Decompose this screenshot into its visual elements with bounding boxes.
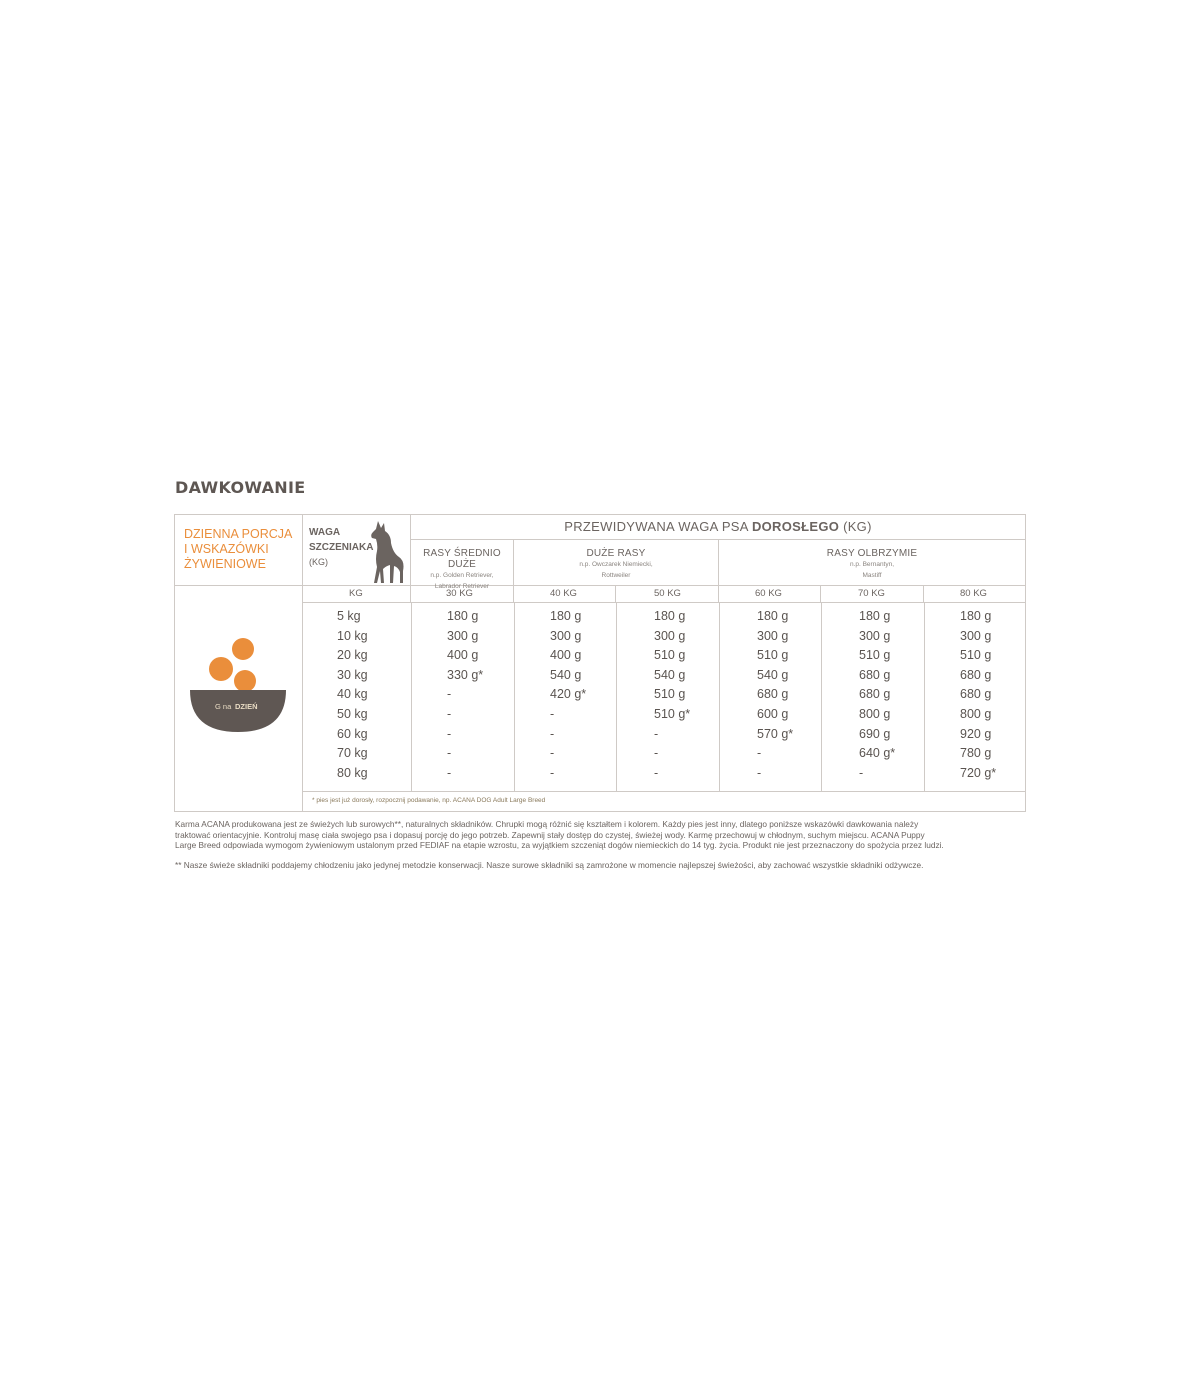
group-name: RASY OLBRZYMIE (826, 548, 918, 559)
portion-cell: 920 g (960, 726, 992, 741)
group-giant (719, 540, 1025, 586)
portion-cell: 680 g (960, 667, 992, 682)
table-row (303, 648, 1025, 668)
puppy-weight-cell: 80 kg (337, 765, 368, 780)
food-bowl-icon (187, 634, 289, 739)
left-header (175, 515, 303, 586)
adult-weight-header (411, 515, 1025, 540)
puppy-weight-cell: 30 kg (337, 667, 368, 682)
portion-cell: 570 g* (757, 726, 794, 741)
portion-cell: 510 g* (654, 707, 691, 721)
left-title-line: DZIENNA PORCJA (184, 527, 293, 541)
feeding-table (174, 514, 1026, 812)
portion-cell: 640 g* (859, 746, 896, 761)
puppy-label-line: SZCZENIAKA (309, 542, 374, 553)
column-header-70kg: 70 KG (821, 586, 924, 603)
puppy-weight-cell: 5 kg (337, 609, 361, 623)
puppy-weight-cell: 20 kg (337, 648, 368, 663)
portion-cell: 510 g (960, 648, 992, 663)
portion-cell: - (550, 746, 555, 761)
portion-cell: 300 g (447, 628, 479, 643)
portion-cell: 720 g* (960, 765, 997, 780)
puppy-weight-header (303, 515, 411, 586)
portion-cell: - (757, 746, 762, 761)
portion-cell: - (550, 707, 555, 721)
portion-cell: 600 g (757, 707, 789, 721)
portion-cell: 680 g (960, 687, 992, 702)
puppy-weight-cell: 10 kg (337, 628, 368, 643)
table-row (303, 707, 1025, 727)
portion-cell: 300 g (859, 628, 891, 643)
group-example: n.p. Golden Retriever, (430, 572, 494, 579)
info-paragraph (175, 819, 1045, 851)
group-name: RASY ŚREDNIO DUŻE (423, 548, 501, 570)
group-large (514, 540, 719, 586)
portion-cell: 680 g (859, 687, 891, 702)
portion-cell: - (550, 765, 555, 780)
column-header-30kg: 30 KG (411, 586, 514, 603)
portion-cell: 300 g (654, 628, 686, 643)
portion-cell: - (757, 765, 762, 780)
column-header-50kg: 50 KG (616, 586, 719, 603)
info-line: Karma ACANA produkowana jest ze świeżych lub surowych**, naturalnych składników. Chrupki mogą różnić się kształtem i kolorem. Każdy pies jest inny, dlatego poniższe wskazówki dawkowania należy (175, 819, 919, 829)
portion-cell: 510 g (654, 648, 686, 663)
puppy-weight-cell: 50 kg (337, 707, 368, 721)
left-title-line: I WSKAZÓWKI (184, 542, 269, 556)
table-row (303, 629, 1025, 649)
puppy-weight-cell: 60 kg (337, 726, 368, 741)
portion-cell: 400 g (550, 648, 582, 663)
bowl-panel (175, 586, 303, 811)
group-example: Labrador Retriever (434, 583, 490, 590)
group-example: n.p. Owczarek Niemiecki, (579, 561, 653, 568)
portion-cell: - (447, 765, 452, 780)
portion-cell: 690 g (859, 726, 891, 741)
portion-cell: 180 g (859, 609, 891, 623)
portion-cell: 800 g (859, 707, 891, 721)
page-title: DAWKOWANIE (175, 478, 306, 497)
portion-cell: 300 g (960, 628, 992, 643)
portion-cell: - (447, 746, 452, 761)
table-footnote-row (303, 791, 1025, 811)
portion-cell: 180 g (654, 609, 686, 623)
bowl-label-grams: G na (215, 702, 232, 711)
portion-cell: - (859, 765, 864, 780)
portion-cell: 300 g (757, 628, 789, 643)
portion-cell: 300 g (550, 628, 582, 643)
daily-portion-title (184, 527, 302, 572)
group-example: n.p. Bernantyn, (849, 561, 895, 568)
portion-cell: 510 g (757, 648, 789, 663)
portion-cell: - (447, 726, 452, 741)
group-name: DUŻE RASY (586, 548, 646, 559)
puppy-weight-cell: 70 kg (337, 746, 368, 761)
column-header-60kg: 60 KG (719, 586, 821, 603)
table-row (303, 668, 1025, 688)
puppy-weight-cell: 40 kg (337, 687, 368, 702)
portion-cell: 180 g (960, 609, 992, 623)
adult-header-text: PRZEWIDYWANA WAGA PSA (564, 519, 752, 534)
portion-cell: - (654, 746, 659, 761)
portion-cell: 180 g (550, 609, 582, 623)
portion-cell: 420 g* (550, 687, 587, 702)
portion-cell: 540 g (757, 667, 789, 682)
portion-cell: 510 g (859, 648, 891, 663)
portion-cell: 180 g (447, 609, 479, 623)
portion-cell: - (654, 726, 659, 741)
bowl-label-day: DZIEŃ (235, 702, 258, 711)
portion-cell: 540 g (654, 667, 686, 682)
left-title-line: ŻYWIENIOWE (184, 557, 266, 571)
portion-cell: 510 g (654, 687, 686, 702)
portion-cell: - (654, 765, 659, 780)
table-row (303, 746, 1025, 766)
portion-cell: - (447, 687, 452, 702)
portion-cell: 680 g (757, 687, 789, 702)
portion-cell: 680 g (859, 667, 891, 682)
group-medium-large (411, 540, 514, 590)
puppy-unit: (KG) (309, 557, 328, 567)
portion-cell: 400 g (447, 648, 479, 663)
column-header-kg: KG (303, 586, 411, 603)
portion-cell: - (550, 726, 555, 741)
table-row (303, 727, 1025, 747)
puppy-label-line: WAGA (309, 527, 341, 538)
column-header-40kg: 40 KG (514, 586, 616, 603)
table-row (303, 687, 1025, 707)
column-header-80kg: 80 KG (924, 586, 1025, 603)
info-line: traktować orientacyjnie. Kontroluj masę ciała swojego psa i dopasuj porcję do jego potrzeb. Zapewnij stały dostęp do czystej, świeżej wody. Karmę przechowuj w chłodnym, suchym miejscu. ACANA Puppy (175, 829, 925, 840)
table-row (303, 609, 1025, 629)
dog-silhouette-icon (369, 519, 409, 585)
adult-header-bold: DOROSŁEGO (751, 519, 840, 534)
portion-cell: 180 g (757, 609, 789, 623)
portion-cell: 540 g (550, 667, 582, 682)
group-example: Mastiff (862, 572, 882, 579)
portion-cell: - (447, 707, 452, 721)
adult-header-unit: (KG) (839, 519, 872, 534)
table-row (303, 766, 1025, 786)
table-footnote: * pies jest już dorosły, rozpocznij podawanie, np. ACANA DOG Adult Large Breed (312, 797, 546, 804)
portion-cell: 800 g (960, 707, 992, 721)
portion-cell: 330 g* (447, 667, 484, 682)
ingredients-note: ** Nasze świeże składniki poddajemy chłodzeniu jako jedynej metodzie konserwacji. Nasze surowe składniki są zamrożone w momencie najlepszej świeżości, aby zachować wszystkie składniki odżywcze. (175, 860, 924, 870)
portion-cell: 780 g (960, 746, 992, 761)
info-line: Large Breed odpowiada wymogom żywieniowym ustalonym przed FEDIAF na etapie wzrostu, za wyjątkiem szczeniąt dogów niemieckich do 14 tyg. życia. Produkt nie jest przeznaczony do spożycia przez ludzi. (175, 840, 944, 850)
group-example: Rottweiler (601, 572, 631, 579)
